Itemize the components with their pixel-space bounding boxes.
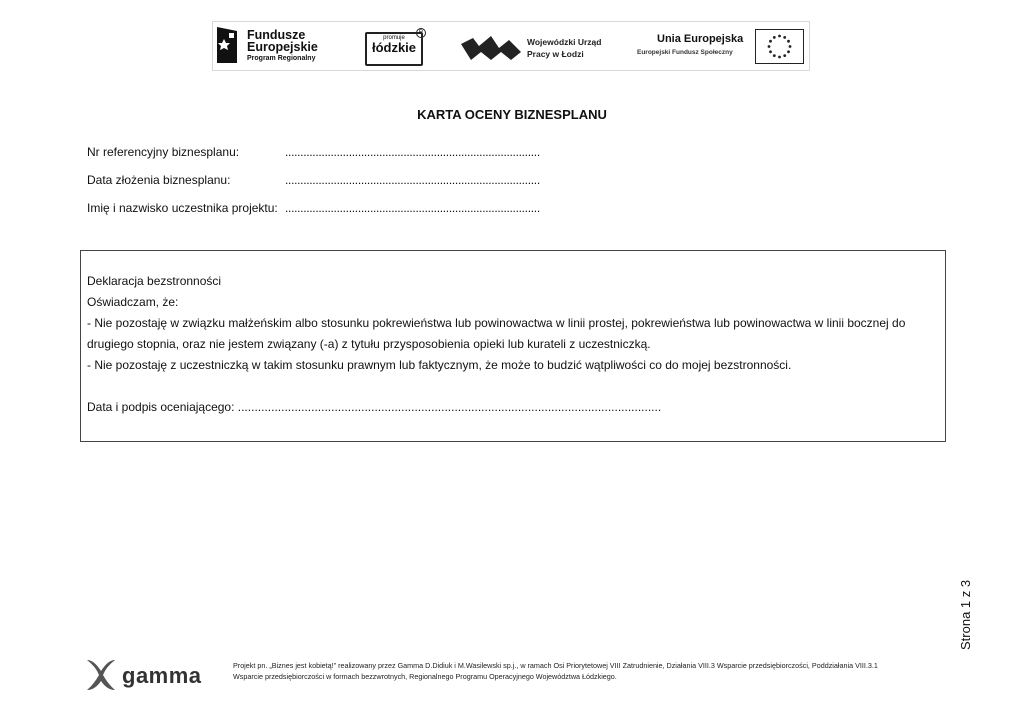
promuje-lodzkie-logo <box>365 22 425 70</box>
field-blank: .................................................................................... <box>285 173 540 187</box>
declaration-line-3: - Nie pozostaję z uczestniczką w takim stosunku prawnym lub faktycznym, że może to budzić wątpliwości co do mojej bezstronności. <box>87 358 792 372</box>
fundusze-europejskie-logo <box>213 22 343 70</box>
page-number: Strona 1 z 3 <box>958 579 973 650</box>
wup-lodz-logo <box>461 22 621 70</box>
declaration-heading: Deklaracja bezstronności <box>87 274 222 288</box>
footer-text <box>233 660 953 682</box>
field-blank: .................................................................................... <box>285 145 540 159</box>
document-title: KARTA OCENY BIZNESPLANU <box>417 107 607 122</box>
eu-flag-icon <box>755 29 804 64</box>
signature-line: Data i podpis oceniającego: ............................................................................................................................... <box>87 400 662 414</box>
gamma-x-icon <box>84 657 118 693</box>
declaration-line-2: drugiego stopnia, oraz nie jestem związany (-a) z tytułu przysposobienia opieki lub kurateli z uczestniczką. <box>87 337 651 351</box>
field-label: Nr referencyjny biznesplanu: <box>87 145 240 159</box>
gamma-logo <box>84 655 204 695</box>
registered-mark: R <box>416 28 426 38</box>
fe-subtitle: Program Regionalny <box>247 55 316 62</box>
footer-line-2: Wsparcie przedsiębiorczości w formach bezzwrotnych, Regionalnego Programu Operacyjnego Województwa Łódzkiego. <box>233 672 617 681</box>
unia-europejska-logo <box>631 22 807 70</box>
wup-name: Wojewódzki Urząd Pracy w Łodzi <box>527 37 602 59</box>
gamma-wordmark: gamma <box>122 663 202 688</box>
fe-title: Fundusze Europejskie <box>247 28 318 54</box>
declaration-box <box>80 250 946 442</box>
lodzkie-small-text: promuje <box>383 35 405 41</box>
lodzkie-big-text: łódzkie <box>371 40 417 55</box>
lodzkie-box <box>365 32 423 66</box>
header-logo-bar <box>212 21 810 71</box>
wup-arrows-icon <box>461 34 521 62</box>
footer-line-1: Projekt pn. „Biznes jest kobietą!” realizowany przez Gamma D.Didiuk i M.Wasilewski sp.j., w ramach Osi Priorytetowej VIII Zatrudnienie, Działania VIII.3 Wsparcie przedsiębiorczości, Poddziałania VIII.3.1 <box>233 661 878 670</box>
ue-subtitle: Europejski Fundusz Społeczny <box>637 49 733 56</box>
declaration-line-1: - Nie pozostaję w związku małżeńskim albo stosunku pokrewieństwa lub powinowactwa w linii prostej, pokrewieństwa lub powinowactwa w linii bocznej do <box>87 316 906 330</box>
fundusze-europejskie-mark-icon <box>215 25 239 65</box>
declaration-intro: Oświadczam, że: <box>87 295 179 309</box>
field-label: Imię i nazwisko uczestnika projektu: <box>87 201 278 215</box>
ue-title: Unia Europejska <box>657 33 744 45</box>
field-label: Data złożenia biznesplanu: <box>87 173 231 187</box>
field-blank: .................................................................................... <box>285 201 540 215</box>
